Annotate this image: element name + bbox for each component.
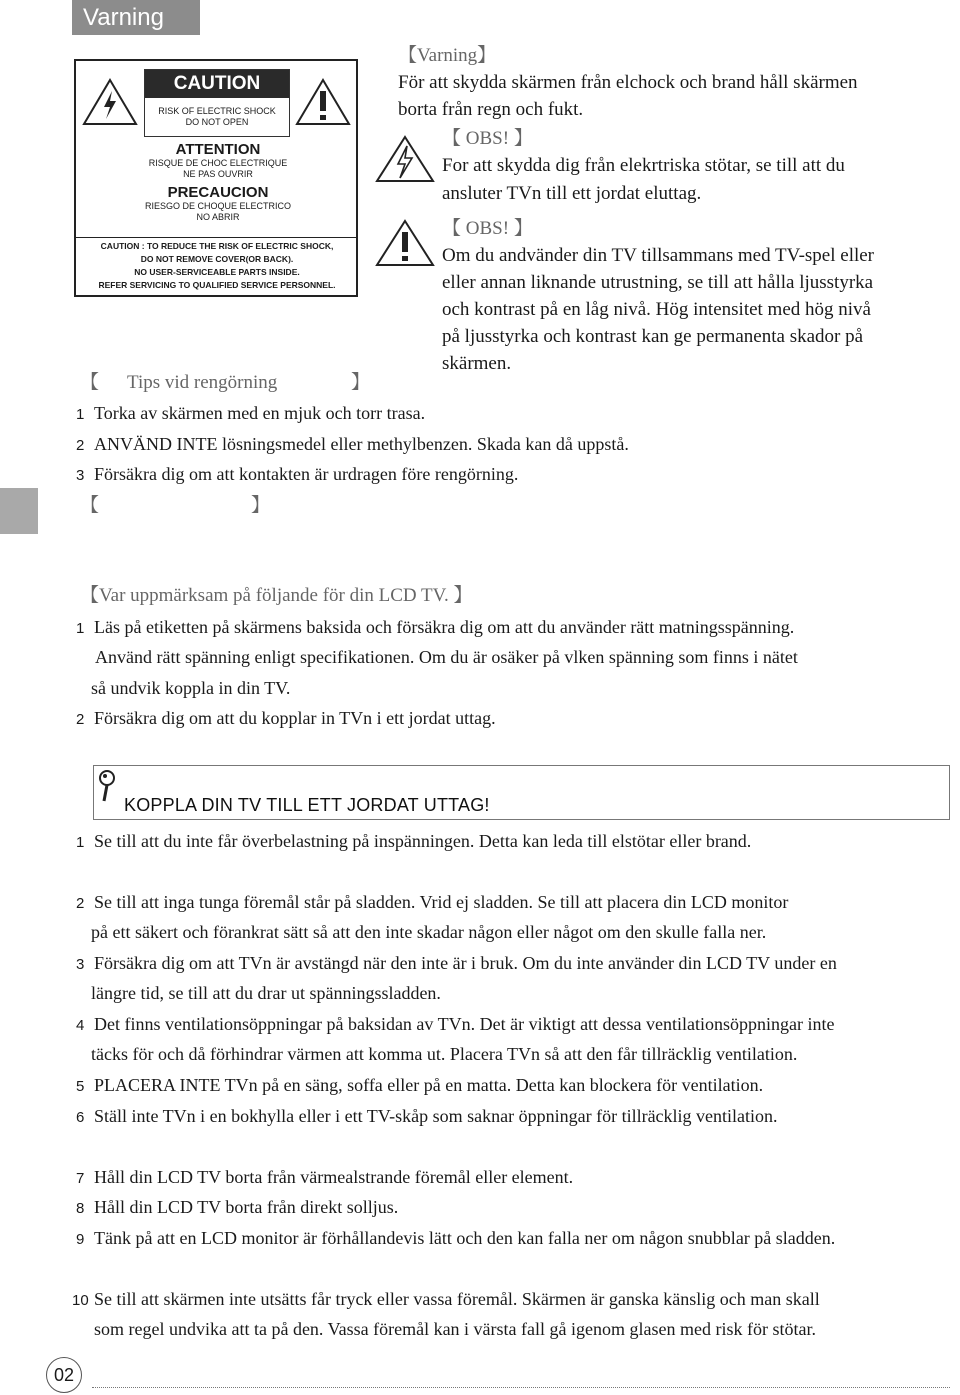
precaucion-line-2: NO ABRIR bbox=[196, 212, 240, 222]
list-item-continuation: så undvik koppla in din TV. bbox=[91, 678, 291, 698]
attention-heading: ATTENTION bbox=[175, 141, 261, 158]
label-footer-1: CAUTION : TO REDUCE THE RISK OF ELECTRIC SHOCK, bbox=[100, 241, 334, 251]
label-footer-2: DO NOT REMOVE COVER(OR BACK). bbox=[140, 254, 294, 264]
list-item-continuation: Använd rätt spänning enligt specifikationen. Om du är osäker på vlken spänning som finns i nätet bbox=[95, 647, 798, 667]
list-item: 10 Se till att skärmen inte utsätts får tryck eller vassa föremål. Skärmen är ganska känslig och man skall bbox=[72, 1289, 820, 1309]
list-item-continuation: som regel undvika att ta på den. Vassa föremål kan i värsta fall gå igenom glasen med risk för stötar. bbox=[94, 1319, 816, 1339]
attention-heading: 【Var uppmärksam på följande för din LCD TV. 】 bbox=[80, 585, 473, 606]
lightning-triangle-icon bbox=[374, 134, 436, 184]
obs2-line-4: på ljusstyrka och kontrast kan ge permanenta skador på bbox=[442, 326, 864, 347]
obs2-line-5: skärmen. bbox=[442, 353, 512, 374]
notice-text: KOPPLA DIN TV TILL ETT JORDAT UTTAG! bbox=[124, 795, 490, 815]
list-item-continuation: längre tid, se till att du drar ut spänningssladden. bbox=[91, 983, 441, 1003]
warning-label bbox=[74, 59, 358, 297]
list-item: 7 Håll din LCD TV borta från värmealstrande föremål eller element. bbox=[76, 1167, 574, 1187]
attention-line-2: NE PAS OUVRIR bbox=[183, 169, 253, 179]
precaucion-heading: PRECAUCION bbox=[167, 184, 269, 201]
list-item: 4 Det finns ventilationsöppningar på baksidan av TVn. Det är viktigt att dessa ventilationsöppningar inte bbox=[76, 1014, 835, 1034]
footer-rule bbox=[92, 1387, 950, 1388]
varning-line-2: borta från regn och fukt. bbox=[398, 99, 584, 120]
label-footer-4: REFER SERVICING TO QUALIFIED SERVICE PERSONNEL. bbox=[98, 280, 336, 290]
exclamation-triangle-icon bbox=[294, 77, 352, 127]
obs1-heading: 【 OBS! 】 bbox=[442, 128, 533, 149]
list-item-continuation: täcks för och då förhindrar värmen att komma ut. Placera TVn så att den får tillräcklig ventilation. bbox=[91, 1044, 798, 1064]
obs1-line-1: For att skydda dig från elekrtriska stötar, se till att du bbox=[442, 155, 845, 176]
precaucion-line-1: RIESGO DE CHOQUE ELECTRICO bbox=[144, 201, 292, 211]
list-item: 2 Försäkra dig om att du kopplar in TVn i ett jordat uttag. bbox=[76, 708, 496, 728]
varning-heading: 【Varning】 bbox=[398, 45, 497, 66]
caution-block bbox=[144, 69, 290, 137]
varning-line-1: För att skydda skärmen från elchock och brand håll skärmen bbox=[398, 72, 858, 93]
risk-line-2: DO NOT OPEN bbox=[185, 117, 249, 127]
list-item: 1 Läs på etiketten på skärmens baksida och försäkra dig om att du använder rätt matningsspänning. bbox=[76, 617, 795, 637]
section-title: Varning bbox=[72, 0, 200, 35]
obs1-line-2: ansluter TVn till ett jordat eluttag. bbox=[442, 183, 702, 204]
list-item: 2 Se till att inga tunga föremål står på sladden. Vrid ej sladden. Se till att placera din LCD monitor bbox=[76, 892, 789, 912]
obs2-line-3: och kontrast på en låg nivå. Hög intensitet med hög nivå bbox=[442, 299, 871, 320]
risk-line-1: RISK OF ELECTRIC SHOCK bbox=[158, 106, 276, 116]
list-item: 9 Tänk på att en LCD monitor är förhållandevis lätt och den kan falla ner om någon snubblar på sladden. bbox=[76, 1228, 836, 1248]
exclamation-triangle-icon bbox=[374, 218, 436, 268]
list-item-continuation: på ett säkert och förankrat sätt så att den inte skadar någon eller något om den skulle falla ner. bbox=[91, 922, 767, 942]
pin-icon bbox=[96, 768, 118, 804]
list-item: 2 ANVÄND INTE lösningsmedel eller methylbenzen. Skada kan då uppstå. bbox=[76, 434, 629, 454]
list-item: 3 Försäkra dig om att kontakten är urdragen före rengörning. bbox=[76, 464, 519, 484]
list-item: 5 PLACERA INTE TVn på en säng, soffa eller på en matta. Detta kan blockera för ventilation. bbox=[76, 1075, 764, 1095]
empty-bracket-heading: 【 】 bbox=[80, 495, 270, 516]
list-item: 8 Håll din LCD TV borta från direkt solljus. bbox=[76, 1197, 399, 1217]
caution-title: CAUTION bbox=[145, 70, 289, 98]
page-number: 02 bbox=[46, 1357, 82, 1393]
obs2-line-1: Om du andvänder din TV tillsammans med TV-spel eller bbox=[442, 245, 875, 266]
list-item: 1 Se till att du inte får överbelastning på inspänningen. Detta kan leda till elstötar eller brand. bbox=[76, 831, 752, 851]
lightning-triangle-icon bbox=[82, 77, 138, 127]
list-item: 1 Torka av skärmen med en mjuk och torr trasa. bbox=[76, 403, 426, 423]
tips-heading: 【 Tips vid rengörning 】 bbox=[80, 372, 370, 393]
list-item: 6 Ställ inte TVn i en bokhylla eller i ett TV-skåp som saknar öppningar för tillräcklig ventilation. bbox=[76, 1106, 778, 1126]
obs2-line-2: eller annan liknande utrustning, se till att hålla ljusstyrka bbox=[442, 272, 874, 293]
list-item: 3 Försäkra dig om att TVn är avstängd när den inte är i bruk. Om du inte använder din LCD TV under en bbox=[76, 953, 837, 973]
label-footer-3: NO USER-SERVICEABLE PARTS INSIDE. bbox=[134, 267, 300, 277]
obs2-heading: 【 OBS! 】 bbox=[442, 218, 533, 239]
attention-line-1: RISQUE DE CHOC ELECTRIQUE bbox=[148, 158, 288, 168]
side-tab-marker bbox=[0, 488, 38, 534]
